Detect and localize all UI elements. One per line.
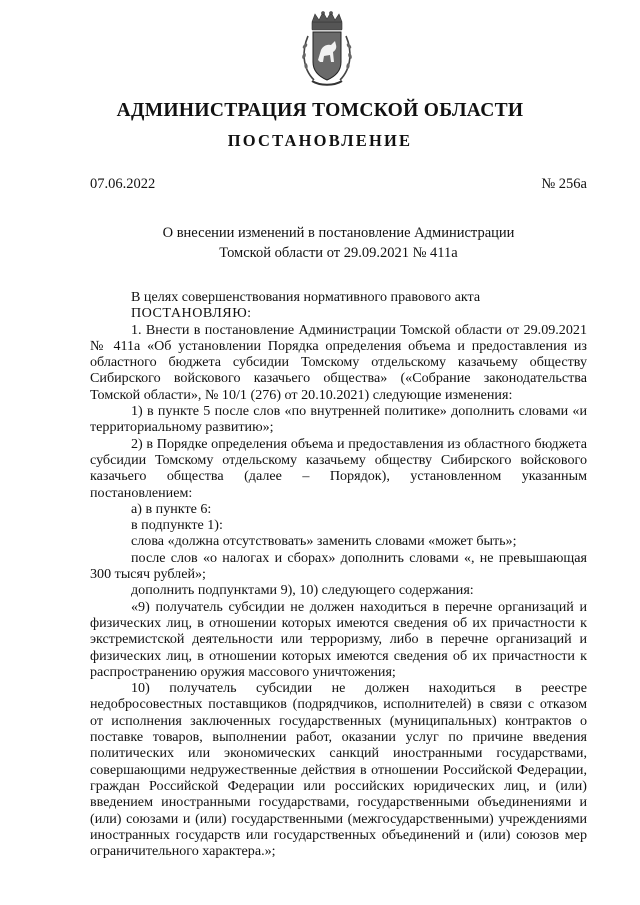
- tomsk-region-coat-of-arms-icon: [298, 10, 356, 90]
- document-date: 07.06.2022: [90, 176, 156, 192]
- amendment-words: слова «должна отсутствовать» заменить словами «может быть»;: [131, 533, 517, 550]
- subitem-2: 2) в Порядке определения объема и предоставления из областного бюджета субсидии Томскому отдельскому казачьему обществу Сибирского войскового казачьего общества (далее – Порядок), установленном указанным постановлением:: [90, 435, 587, 501]
- amendment-additions: дополнить подпунктами 9), 10) следующего содержания:: [131, 582, 474, 599]
- document-type: ПОСТАНОВЛЕНИЕ: [227, 131, 413, 150]
- preamble: В целях совершенствования нормативного правового акта: [131, 289, 481, 305]
- clause-a: а) в пункте 6:: [131, 500, 212, 517]
- resolve-word: ПОСТАНОВЛЯЮ:: [131, 305, 252, 322]
- organization-name: АДМИНИСТРАЦИЯ ТОМСКОЙ ОБЛАСТИ: [116, 100, 524, 121]
- amendment-taxes: после слов «о налогах и сборах» дополнить словами «, не превышающая 300 тысяч рублей»;: [90, 549, 587, 583]
- document-title: [90, 223, 587, 263]
- subclause-1: в подпункте 1):: [131, 517, 223, 534]
- title-line-1: О внесении изменений в постановление Администрации: [162, 225, 515, 241]
- subclause-9: «9) получатель субсидии не должен находиться в перечне организаций и физических лиц, в отношении которых имеются сведения об их причастности к экстремистской деятельности или терроризму, либо в перечне организаций и физических лиц, в отношении которых имеются сведения об их причастности к распространению оружия массового уничтожения;: [90, 598, 587, 680]
- item-1: 1. Внести в постановление Администрации Томской области от 29.09.2021 № 411а «Об установлении Порядка определения объема и предоставления из областного бюджета субсидии Томскому отдельскому казачьему обществу Сибирского войскового казачьего общества» («Собрание законодательства Томской области», № 10/1 (276) от 20.10.2021) следующие изменения:: [90, 321, 587, 403]
- title-line-2: Томской области от 29.09.2021 № 411а: [219, 245, 458, 261]
- document-number: № 256а: [541, 176, 587, 192]
- subclause-10: 10) получатель субсидии не должен находиться в реестре недобросовестных поставщиков (подрядчиков, исполнителей) в связи с отказом от исполнения заключенных государственных (муниципальных) контрактов о поставке товаров, выполнении работ, оказании услуг по причине введения политических или экономических санкций иностранными государствами, совершающими недружественные действия в отношении Российской Федерации, граждан Российской Федерации или российских юридических лиц, и (или) введением иностранными государствами, государственными объединениями и (или) союзами и (или) государственными (межгосударственными) учреждениями иностранных государств или государственных объединений и (или) союзов мер ограничительного характера.»;: [90, 680, 587, 860]
- subitem-1: 1) в пункте 5 после слов «по внутренней политике» дополнить словами «и территориальному развитию»;: [90, 403, 587, 436]
- document-body: [90, 289, 587, 859]
